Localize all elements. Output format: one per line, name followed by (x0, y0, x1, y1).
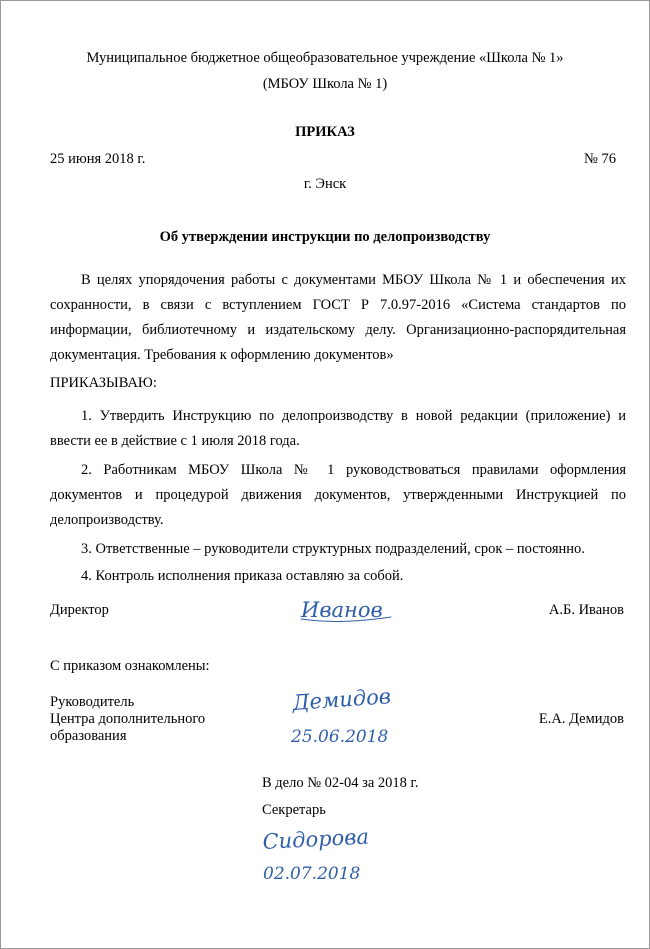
organization-full-name: Муниципальное бюджетное общеобразовательное учреждение «Школа № 1» (86, 50, 564, 66)
acquaint-position-line-2: Центра дополнительного (50, 711, 206, 727)
acquaint-position-line-1: Руководитель (50, 694, 135, 710)
order-item-1: 1. Утвердить Инструкцию по делопроизводству в новой редакции (приложение) и ввести ее в действие с 1 июля 2018 года. (50, 408, 626, 449)
acquaint-heading: С приказом ознакомлены: (50, 658, 210, 674)
document-title: ПРИКАЗ (295, 124, 355, 140)
organization-short-name: (МБОУ Школа № 1) (262, 76, 388, 92)
order-item-4: 4. Контроль исполнения приказа оставляю за собой. (81, 568, 404, 584)
acquaint-position-line-3: образования (50, 728, 127, 744)
svg-text:Сидорова: Сидорова (262, 824, 370, 854)
order-city: г. Энск (303, 176, 347, 192)
order-date: 25 июня 2018 г. (50, 151, 146, 167)
svg-text:Демидов: Демидов (291, 684, 392, 715)
director-signature (299, 589, 399, 629)
svg-text:Иванов: Иванов (301, 598, 383, 622)
filing-position: Секретарь (262, 802, 326, 818)
acquaint-name: Е.А. Демидов (538, 711, 624, 727)
order-item-2: 2. Работникам МБОУ Школа № 1 руководствоваться правилами оформления документов и процедурой движения документов, утвержденными Инструкцией по делопроизводству. (50, 462, 626, 528)
order-word: ПРИКАЗЫВАЮ: (50, 375, 157, 391)
director-name: А.Б. Иванов (548, 602, 624, 618)
preamble-paragraph: В целях упорядочения работы с документами МБОУ Школа № 1 и обеспечения их сохранности, в связи с вступлением ГОСТ Р 7.0.97-2016 «Система стандартов по информации, библиотечному и издательскому делу. Организационно-распорядительная документация. Требования к оформлению документов» (50, 272, 626, 363)
svg-text:25.06.2018: 25.06.2018 (291, 727, 389, 747)
order-subject: Об утверждении инструкции по делопроизводству (159, 229, 491, 245)
filing-note: В дело № 02-04 за 2018 г. (262, 775, 419, 791)
order-item-3: 3. Ответственные – руководители структурных подразделений, срок – постоянно. (81, 541, 585, 557)
svg-text:02.07.2018: 02.07.2018 (263, 864, 361, 884)
director-position: Директор (50, 602, 109, 618)
acquaint-signature (289, 684, 399, 749)
filing-signature (259, 821, 379, 886)
order-number: № 76 (584, 151, 616, 167)
